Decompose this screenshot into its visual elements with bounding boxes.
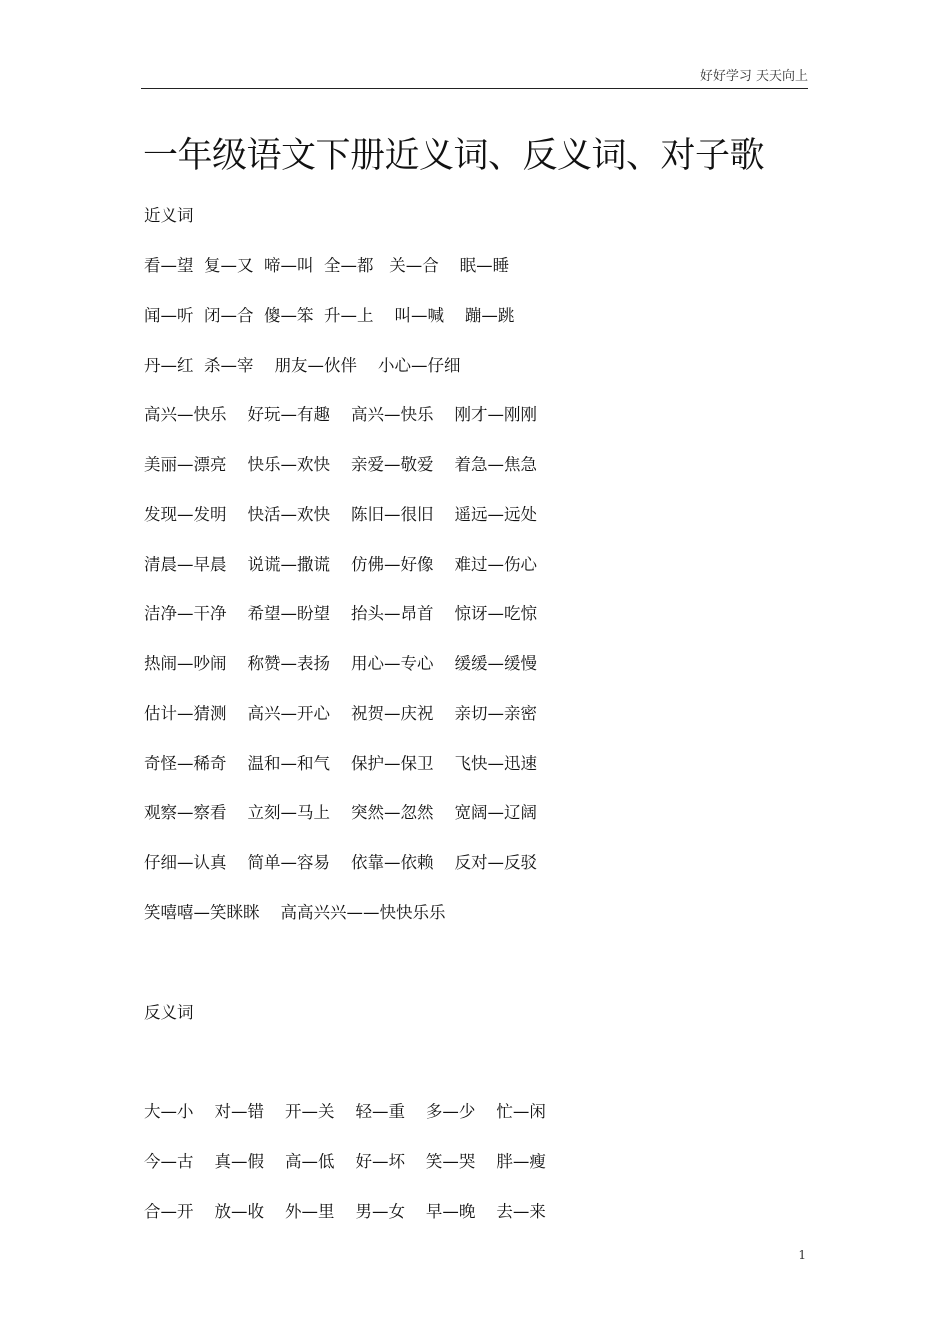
antonym-line: 大—小 对—错 开—关 轻—重 多—少 忙—闲 (144, 1102, 546, 1121)
synonym-line: 奇怪—稀奇 温和—和气 保护—保卫 飞快—迅速 (144, 754, 537, 773)
antonyms-heading: 反义词 (144, 1003, 194, 1022)
synonym-line: 洁净—干净 希望—盼望 抬头—昂首 惊讶—吃惊 (144, 604, 537, 623)
synonym-line: 热闹—吵闹 称赞—表扬 用心—专心 缓缓—缓慢 (144, 654, 537, 673)
antonym-line: 今—古 真—假 高—低 好—坏 笑—哭 胖—瘦 (144, 1152, 546, 1171)
synonym-line: 闻—听 闭—合 傻—笨 升—上 叫—喊 蹦—跳 (144, 306, 515, 325)
page-header: 好好学习 天天向上 (141, 66, 808, 89)
synonym-line: 仔细—认真 简单—容易 依靠—依赖 反对—反驳 (144, 853, 537, 872)
synonym-line: 美丽—漂亮 快乐—欢快 亲爱—敬爱 着急—焦急 (144, 455, 537, 474)
document-title: 一年级语文下册近义词、反义词、对子歌 (143, 136, 765, 176)
synonym-line: 发现—发明 快活—欢快 陈旧—很旧 遥远—远处 (144, 505, 537, 524)
synonym-line: 高兴—快乐 好玩—有趣 高兴—快乐 刚才—刚刚 (144, 405, 537, 424)
synonym-line: 丹—红 杀—宰 朋友—伙伴 小心—仔细 (144, 356, 461, 375)
synonym-line: 清晨—早晨 说谎—撒谎 仿佛—好像 难过—伤心 (144, 555, 537, 574)
synonym-line: 观察—察看 立刻—马上 突然—忽然 宽阔—辽阔 (144, 803, 537, 822)
antonym-line: 合—开 放—收 外—里 男—女 早—晚 去—来 (144, 1202, 546, 1221)
synonym-line: 估计—猜测 高兴—开心 祝贺—庆祝 亲切—亲密 (144, 704, 537, 723)
synonyms-heading: 近义词 (144, 206, 194, 225)
page-number: 1 (798, 1248, 806, 1262)
synonym-line: 看—望 复—又 啼—叫 全—都 关—合 眠—睡 (144, 256, 510, 275)
synonym-line: 笑嘻嘻—笑眯眯 高高兴兴——快快乐乐 (144, 903, 446, 922)
